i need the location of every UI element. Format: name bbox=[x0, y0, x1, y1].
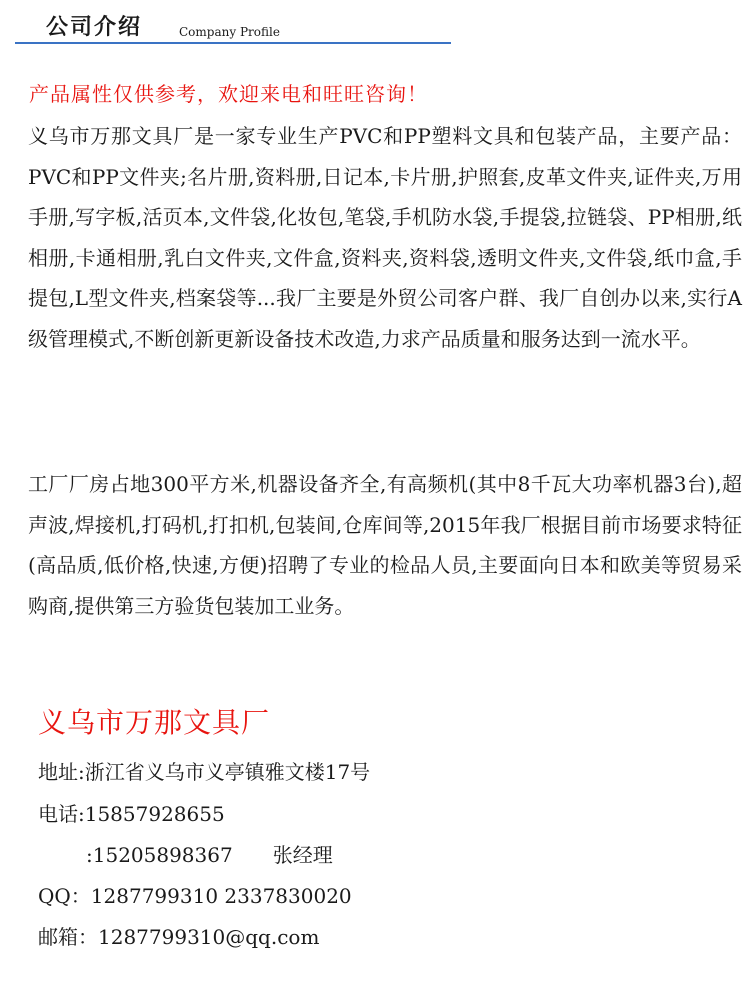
company-phone-2-row bbox=[38, 839, 333, 868]
company-address: 地址:浙江省义乌市义亭镇雅文楼17号 bbox=[38, 760, 371, 784]
company-phone-2: :15205898367 bbox=[86, 843, 233, 867]
company-name: 义乌市万那文具厂 bbox=[38, 706, 271, 739]
section-title: 公司介绍 bbox=[46, 14, 143, 40]
factory-paragraph: 工厂厂房占地300平方米,机器设备齐全,有高频机(其中8千瓦大功率机器3台),超声波,焊接机,打码机,打扣机,包装间,仓库间等,2015年我厂根据目前市场要求特征(高品质,低价格,快速,方便)招聘了专业的检品人员,主要面向日本和欧美等贸易采购商,提供第三方验货包装加工业务。 bbox=[28, 472, 742, 618]
contact-person: 张经理 bbox=[272, 843, 333, 867]
page-header bbox=[0, 0, 750, 48]
header-divider bbox=[15, 42, 451, 44]
company-qq: QQ：1287799310 2337830020 bbox=[38, 884, 352, 908]
intro-paragraph: 义乌市万那文具厂是一家专业生产PVC和PP塑料文具和包装产品，主要产品：PVC和PP文件夹;名片册,资料册,日记本,卡片册,护照套,皮革文件夹,证件夹,万用手册,写字板,活页本,文件袋,化妆包,笔袋,手机防水袋,手提袋,拉链袋、PP相册,纸相册,卡通相册,乳白文件夹,文件盒,资料夹,资料袋,透明文件夹,文件袋,纸巾盒,手提包,L型文件夹,档案袋等...我厂主要是外贸公司客户群、我厂自创办以来,实行A级管理模式,不断创新更新设备技术改造,力求产品质量和服务达到一流水平。 bbox=[28, 124, 742, 351]
notice-text: 产品属性仅供参考，欢迎来电和旺旺咨询！ bbox=[29, 82, 428, 106]
company-email: 邮箱：1287799310@qq.com bbox=[38, 925, 320, 949]
section-subtitle: Company Profile bbox=[179, 25, 280, 39]
company-phone-1: 电话:15857928655 bbox=[38, 802, 225, 826]
